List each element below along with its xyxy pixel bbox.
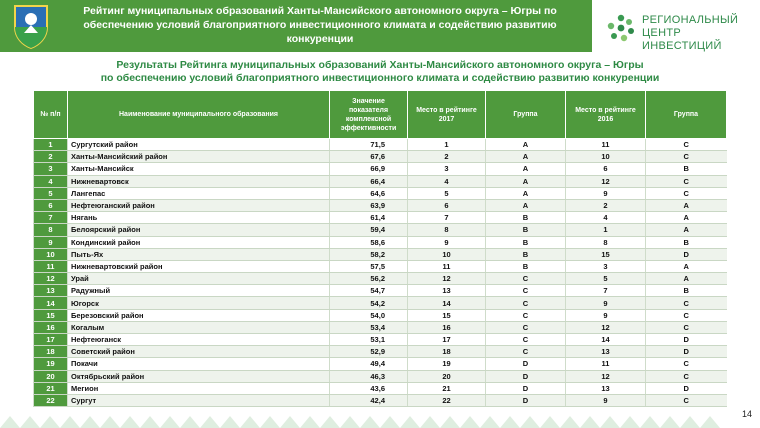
municipality-name: Нижневартовск — [68, 175, 330, 187]
group-2016: C — [646, 394, 727, 406]
regional-center-logo-icon — [604, 10, 638, 44]
place-2016: 8 — [566, 236, 646, 248]
municipality-name: Лангепас — [68, 187, 330, 199]
efficiency-value: 53,1 — [330, 334, 408, 346]
page-number: 14 — [741, 409, 752, 419]
efficiency-value: 71,5 — [330, 139, 408, 151]
table-row — [34, 285, 727, 297]
logo-text — [642, 14, 760, 53]
group-2017: C — [486, 285, 566, 297]
place-2016: 9 — [566, 309, 646, 321]
municipality-name: Нефтеюганский район — [68, 199, 330, 211]
table-row — [34, 187, 727, 199]
row-number: 3 — [34, 163, 68, 175]
group-2017: C — [486, 273, 566, 285]
group-2017: D — [486, 394, 566, 406]
row-number: 2 — [34, 151, 68, 163]
place-2017: 8 — [408, 224, 486, 236]
place-2016: 1 — [566, 224, 646, 236]
group-2016: D — [646, 346, 727, 358]
group-2017: C — [486, 321, 566, 333]
row-number: 12 — [34, 273, 68, 285]
municipality-name: Нижневартовский район — [68, 260, 330, 272]
place-2017: 4 — [408, 175, 486, 187]
logo-line-1: РЕГИОНАЛЬНЫЙ — [642, 14, 739, 26]
group-2016: C — [646, 321, 727, 333]
group-2016: C — [646, 139, 727, 151]
row-number: 16 — [34, 321, 68, 333]
table-row — [34, 321, 727, 333]
place-2016: 3 — [566, 260, 646, 272]
efficiency-value: 63,9 — [330, 199, 408, 211]
place-2016: 15 — [566, 248, 646, 260]
row-number: 9 — [34, 236, 68, 248]
place-2016: 12 — [566, 175, 646, 187]
table-title-line-2: по обеспечению условий благоприятного инвестиционного климата и содействию развитию конкуренции — [100, 72, 660, 84]
group-2017: A — [486, 139, 566, 151]
group-2017: A — [486, 163, 566, 175]
group-2017: B — [486, 260, 566, 272]
place-2017: 2 — [408, 151, 486, 163]
table-row — [34, 394, 727, 406]
table-row — [34, 212, 727, 224]
table-row — [34, 309, 727, 321]
table-row — [34, 382, 727, 394]
efficiency-value: 49,4 — [330, 358, 408, 370]
row-number: 15 — [34, 309, 68, 321]
group-2016: D — [646, 248, 727, 260]
group-2017: D — [486, 358, 566, 370]
column-header-number: № п/п — [34, 91, 68, 139]
place-2017: 19 — [408, 358, 486, 370]
place-2016: 6 — [566, 163, 646, 175]
place-2017: 20 — [408, 370, 486, 382]
group-2016: C — [646, 187, 727, 199]
place-2017: 15 — [408, 309, 486, 321]
place-2016: 11 — [566, 358, 646, 370]
place-2016: 12 — [566, 370, 646, 382]
municipality-name: Югорск — [68, 297, 330, 309]
municipality-name: Сургут — [68, 394, 330, 406]
row-number: 11 — [34, 260, 68, 272]
row-number: 14 — [34, 297, 68, 309]
row-number: 1 — [34, 139, 68, 151]
table-row — [34, 236, 727, 248]
row-number: 13 — [34, 285, 68, 297]
place-2017: 3 — [408, 163, 486, 175]
municipality-name: Пыть-Ях — [68, 248, 330, 260]
table-row — [34, 370, 727, 382]
place-2016: 13 — [566, 382, 646, 394]
group-2016: D — [646, 334, 727, 346]
group-2016: C — [646, 370, 727, 382]
efficiency-value: 58,2 — [330, 248, 408, 260]
place-2017: 18 — [408, 346, 486, 358]
group-2017: C — [486, 346, 566, 358]
group-2016: B — [646, 163, 727, 175]
table-row — [34, 248, 727, 260]
efficiency-value: 53,4 — [330, 321, 408, 333]
efficiency-value: 56,2 — [330, 273, 408, 285]
coat-of-arms-icon — [12, 3, 50, 49]
group-2017: A — [486, 187, 566, 199]
group-2017: A — [486, 175, 566, 187]
efficiency-value: 54,0 — [330, 309, 408, 321]
municipality-name: Мегион — [68, 382, 330, 394]
header-bar — [0, 0, 760, 52]
place-2017: 7 — [408, 212, 486, 224]
place-2016: 7 — [566, 285, 646, 297]
table-row — [34, 199, 727, 211]
group-2017: C — [486, 334, 566, 346]
group-2016: D — [646, 382, 727, 394]
table-row — [34, 334, 727, 346]
group-2017: B — [486, 248, 566, 260]
column-header-group-2016: Группа — [646, 91, 727, 139]
table-row — [34, 260, 727, 272]
place-2016: 4 — [566, 212, 646, 224]
table-row — [34, 175, 727, 187]
municipality-name: Березовский район — [68, 309, 330, 321]
group-2016: A — [646, 199, 727, 211]
place-2017: 14 — [408, 297, 486, 309]
place-2017: 1 — [408, 139, 486, 151]
municipality-name: Ханты-Мансийский район — [68, 151, 330, 163]
group-2016: A — [646, 260, 727, 272]
table-row — [34, 297, 727, 309]
rating-table — [33, 90, 727, 407]
municipality-name: Советский район — [68, 346, 330, 358]
efficiency-value: 54,2 — [330, 297, 408, 309]
table-header-row — [34, 91, 727, 139]
group-2016: B — [646, 285, 727, 297]
place-2017: 10 — [408, 248, 486, 260]
municipality-name: Нягань — [68, 212, 330, 224]
municipality-name: Радужный — [68, 285, 330, 297]
table-row — [34, 358, 727, 370]
place-2016: 5 — [566, 273, 646, 285]
logo-line-2: ЦЕНТР ИНВЕСТИЦИЙ — [642, 27, 722, 52]
group-2017: C — [486, 297, 566, 309]
column-header-value: Значение показателя комплексной эффективности — [330, 91, 408, 139]
efficiency-value: 54,7 — [330, 285, 408, 297]
group-2016: C — [646, 151, 727, 163]
efficiency-value: 52,9 — [330, 346, 408, 358]
place-2017: 22 — [408, 394, 486, 406]
efficiency-value: 59,4 — [330, 224, 408, 236]
place-2016: 13 — [566, 346, 646, 358]
row-number: 18 — [34, 346, 68, 358]
row-number: 17 — [34, 334, 68, 346]
row-number: 8 — [34, 224, 68, 236]
place-2017: 13 — [408, 285, 486, 297]
table-title-line-1: Результаты Рейтинга муниципальных образований Ханты-Мансийского автономного округа – Югры — [116, 59, 644, 71]
row-number: 21 — [34, 382, 68, 394]
header-title: Рейтинг муниципальных образований Ханты-Мансийского автономного округа – Югры по обеспечению условий благоприятного инвестиционного климата и содействию развитию конкуренции — [83, 5, 557, 45]
municipality-name: Белоярский район — [68, 224, 330, 236]
group-2017: D — [486, 370, 566, 382]
row-number: 5 — [34, 187, 68, 199]
place-2016: 11 — [566, 139, 646, 151]
group-2016: A — [646, 224, 727, 236]
table-title — [60, 59, 700, 85]
efficiency-value: 66,9 — [330, 163, 408, 175]
municipality-name: Кондинский район — [68, 236, 330, 248]
column-header-place-2016: Место в рейтинге 2016 — [566, 91, 646, 139]
place-2016: 2 — [566, 199, 646, 211]
group-2017: D — [486, 382, 566, 394]
row-number: 19 — [34, 358, 68, 370]
place-2017: 6 — [408, 199, 486, 211]
place-2016: 9 — [566, 187, 646, 199]
table-row — [34, 273, 727, 285]
place-2017: 11 — [408, 260, 486, 272]
place-2017: 5 — [408, 187, 486, 199]
row-number: 20 — [34, 370, 68, 382]
group-2017: B — [486, 236, 566, 248]
efficiency-value: 61,4 — [330, 212, 408, 224]
group-2016: C — [646, 297, 727, 309]
place-2017: 16 — [408, 321, 486, 333]
place-2017: 9 — [408, 236, 486, 248]
group-2016: C — [646, 309, 727, 321]
table-row — [34, 139, 727, 151]
group-2016: A — [646, 273, 727, 285]
place-2016: 9 — [566, 297, 646, 309]
efficiency-value: 58,6 — [330, 236, 408, 248]
municipality-name: Сургутский район — [68, 139, 330, 151]
place-2017: 12 — [408, 273, 486, 285]
column-header-place-2017: Место в рейтинге 2017 — [408, 91, 486, 139]
municipality-name: Октябрьский район — [68, 370, 330, 382]
place-2016: 14 — [566, 334, 646, 346]
row-number: 7 — [34, 212, 68, 224]
table-row — [34, 224, 727, 236]
place-2016: 10 — [566, 151, 646, 163]
place-2016: 9 — [566, 394, 646, 406]
efficiency-value: 66,4 — [330, 175, 408, 187]
group-2017: B — [486, 212, 566, 224]
municipality-name: Ханты-Мансийск — [68, 163, 330, 175]
municipality-name: Покачи — [68, 358, 330, 370]
table-row — [34, 151, 727, 163]
table-row — [34, 346, 727, 358]
ornament-pattern — [0, 410, 720, 428]
row-number: 6 — [34, 199, 68, 211]
efficiency-value: 46,3 — [330, 370, 408, 382]
row-number: 4 — [34, 175, 68, 187]
municipality-name: Когалым — [68, 321, 330, 333]
table-body — [34, 139, 727, 407]
municipality-name: Урай — [68, 273, 330, 285]
group-2017: C — [486, 309, 566, 321]
place-2017: 17 — [408, 334, 486, 346]
group-2017: A — [486, 151, 566, 163]
row-number: 10 — [34, 248, 68, 260]
group-2017: B — [486, 224, 566, 236]
group-2017: A — [486, 199, 566, 211]
group-2016: B — [646, 236, 727, 248]
place-2017: 21 — [408, 382, 486, 394]
column-header-group-2017: Группа — [486, 91, 566, 139]
efficiency-value: 42,4 — [330, 394, 408, 406]
row-number: 22 — [34, 394, 68, 406]
group-2016: C — [646, 175, 727, 187]
efficiency-value: 43,6 — [330, 382, 408, 394]
efficiency-value: 67,6 — [330, 151, 408, 163]
efficiency-value: 64,6 — [330, 187, 408, 199]
table-row — [34, 163, 727, 175]
municipality-name: Нефтеюганск — [68, 334, 330, 346]
group-2016: A — [646, 212, 727, 224]
place-2016: 12 — [566, 321, 646, 333]
column-header-name: Наименование муниципального образования — [68, 91, 330, 139]
efficiency-value: 57,5 — [330, 260, 408, 272]
group-2016: C — [646, 358, 727, 370]
